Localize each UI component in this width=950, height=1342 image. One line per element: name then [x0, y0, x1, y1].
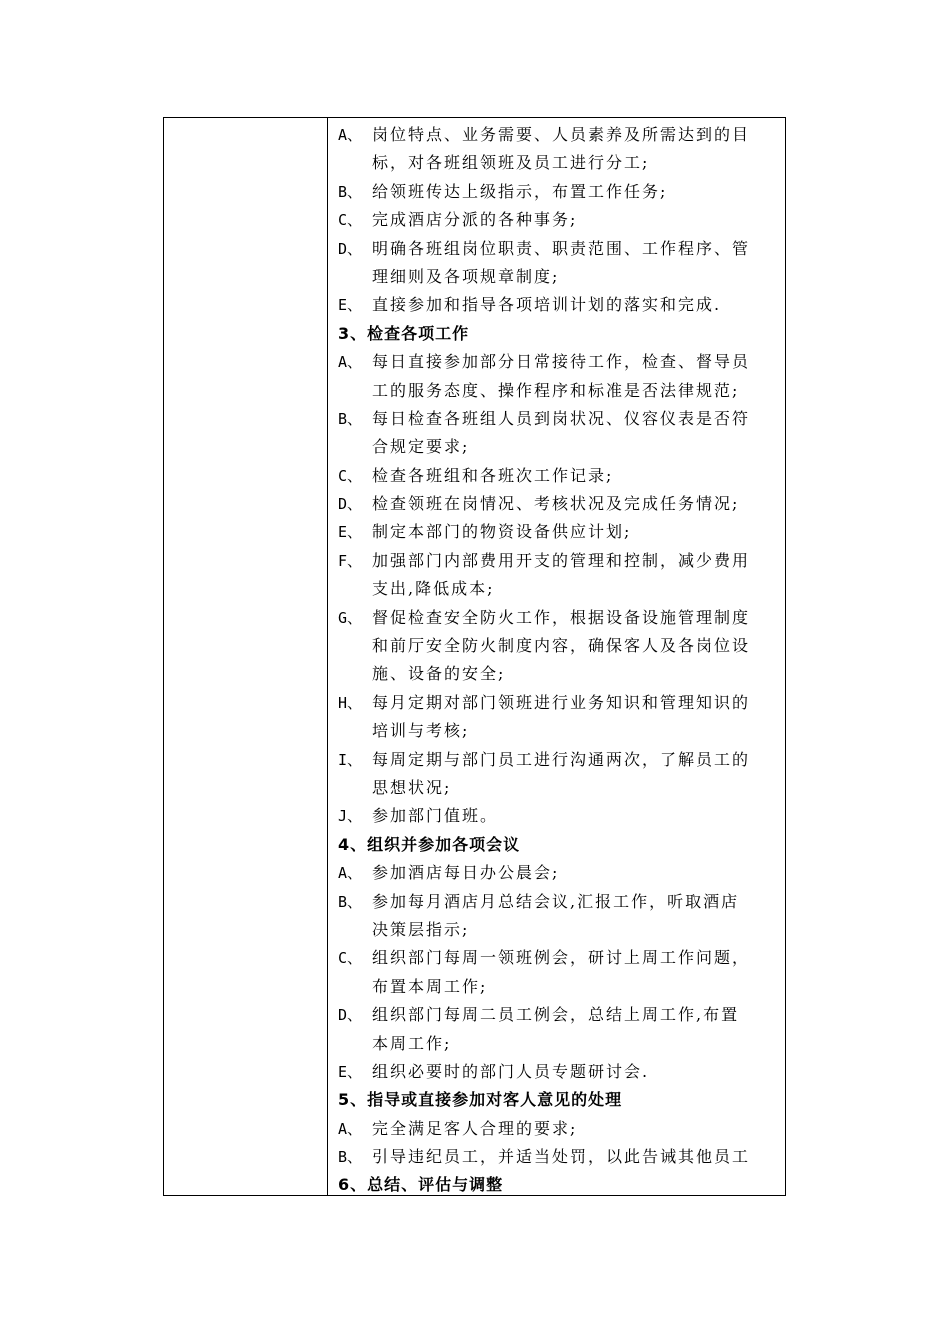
list-item-line [338, 547, 775, 575]
item-text: 明确各班组岗位职责、职责范围、工作程序、管 [372, 238, 751, 258]
item-text: 每周定期与部门员工进行沟通两次，了解员工的 [372, 749, 751, 769]
table-right-column [328, 118, 785, 1195]
item-marker: B、 [338, 182, 363, 201]
item-marker: E、 [338, 1062, 363, 1081]
item-text: 每日检查各班组人员到岗状况、仪容仪表是否符 [372, 408, 751, 428]
item-text: 组织部门每周一领班例会，研讨上周工作问题， [372, 948, 751, 968]
list-item-line [338, 632, 775, 660]
item-text: 每月定期对部门领班进行业务知识和管理知识的 [372, 692, 751, 712]
item-text: 和前厅安全防火制度内容，确保客人及各岗位设 [372, 636, 751, 656]
list-item-line [338, 944, 775, 972]
list-item-line [338, 490, 775, 518]
item-text: 理细则及各项规章制度; [372, 266, 560, 286]
list-item-line [338, 746, 775, 774]
item-marker: E、 [338, 296, 363, 315]
item-marker: G、 [338, 608, 363, 627]
document-table [163, 117, 786, 1196]
item-marker: D、 [338, 1006, 363, 1025]
list-item-line [338, 377, 775, 405]
list-item-line [338, 206, 775, 234]
list-item-line [338, 888, 775, 916]
list-item-line [338, 1143, 775, 1171]
item-text: 标，对各班组领班及员工进行分工; [372, 153, 650, 173]
list-item-line [338, 916, 775, 944]
item-text: 培训与考核; [372, 721, 470, 741]
list-item-line [338, 121, 775, 149]
table-left-column [164, 118, 328, 1195]
item-marker: A、 [338, 864, 363, 883]
item-text: 思想状况; [372, 777, 452, 797]
item-marker: C、 [338, 949, 363, 968]
item-marker: B、 [338, 409, 363, 428]
item-text: 决策层指示; [372, 919, 470, 939]
list-item-line [338, 717, 775, 745]
item-text: 支出,降低成本; [372, 579, 495, 599]
list-item-line [338, 604, 775, 632]
list-item-line [338, 973, 775, 1001]
item-text: 岗位特点、业务需要、人员素养及所需达到的目 [372, 125, 751, 144]
list-item-line [338, 405, 775, 433]
item-text: 参加部门值班。 [372, 806, 499, 826]
item-marker: I、 [338, 750, 363, 769]
item-marker: J、 [338, 807, 363, 826]
section-heading: 4、组织并参加各项会议 [338, 834, 521, 854]
item-marker: A、 [338, 353, 363, 372]
list-item-line [338, 235, 775, 263]
item-text: 直接参加和指导各项培训计划的落实和完成. [372, 295, 722, 315]
list-item-line [338, 462, 775, 490]
item-marker: D、 [338, 239, 363, 258]
item-text: 完成酒店分派的各种事务; [372, 210, 578, 230]
list-item-line [338, 1058, 775, 1086]
item-marker: C、 [338, 211, 363, 230]
item-text: 布置本周工作; [372, 976, 488, 996]
list-item-line [338, 291, 775, 319]
item-text: 检查领班在岗情况、考核状况及完成任务情况; [372, 494, 740, 514]
list-item-line [338, 263, 775, 291]
list-item-line [338, 689, 775, 717]
item-text: 制定本部门的物资设备供应计划; [372, 522, 632, 542]
item-marker: C、 [338, 466, 363, 485]
item-text: 督促检查安全防火工作，根据设备设施管理制度 [372, 607, 751, 627]
list-item-line [338, 433, 775, 461]
item-text: 本周工作; [372, 1033, 452, 1053]
item-marker: B、 [338, 1148, 363, 1167]
item-marker: A、 [338, 1119, 363, 1138]
item-marker: B、 [338, 892, 363, 911]
list-item-line [338, 660, 775, 688]
list-item-line [338, 802, 775, 830]
list-item-line [338, 149, 775, 177]
item-text: 施、设备的安全; [372, 664, 506, 684]
list-item-line [338, 348, 775, 376]
section-heading: 6、总结、评估与调整 [338, 1175, 504, 1195]
item-text: 参加酒店每日办公晨会; [372, 863, 560, 883]
item-text: 引导违纪员工，并适当处罚，以此告诫其他员工 [372, 1147, 751, 1167]
item-marker: F、 [338, 551, 363, 570]
item-marker: D、 [338, 495, 363, 514]
item-marker: H、 [338, 693, 363, 712]
item-marker: E、 [338, 523, 363, 542]
list-item-line [338, 859, 775, 887]
list-item-line [338, 518, 775, 546]
section-heading: 5、指导或直接参加对客人意见的处理 [338, 1090, 623, 1110]
item-text: 完全满足客人合理的要求; [372, 1118, 578, 1138]
item-text: 工的服务态度、操作程序和标准是否法律规范; [372, 380, 740, 400]
item-text: 加强部门内部费用开支的管理和控制，减少费用 [372, 550, 751, 570]
item-text: 每日直接参加部分日常接待工作，检查、督导员 [372, 352, 751, 372]
item-text: 组织必要时的部门人员专题研讨会. [372, 1061, 650, 1081]
list-item-line [338, 575, 775, 603]
list-item-line [338, 1115, 775, 1143]
list-item-line [338, 1030, 775, 1058]
list-item-line [338, 178, 775, 206]
list-item-line [338, 774, 775, 802]
item-text: 合规定要求; [372, 437, 470, 457]
item-text: 参加每月酒店月总结会议,汇报工作，听取酒店 [372, 891, 740, 911]
item-text: 组织部门每周二员工例会，总结上周工作,布置 [372, 1005, 740, 1025]
item-text: 给领班传达上级指示，布置工作任务; [372, 181, 668, 201]
item-text: 检查各班组和各班次工作记录; [372, 465, 614, 485]
item-marker: A、 [338, 126, 363, 144]
section-heading: 3、检查各项工作 [338, 323, 470, 343]
list-item-line [338, 1001, 775, 1029]
